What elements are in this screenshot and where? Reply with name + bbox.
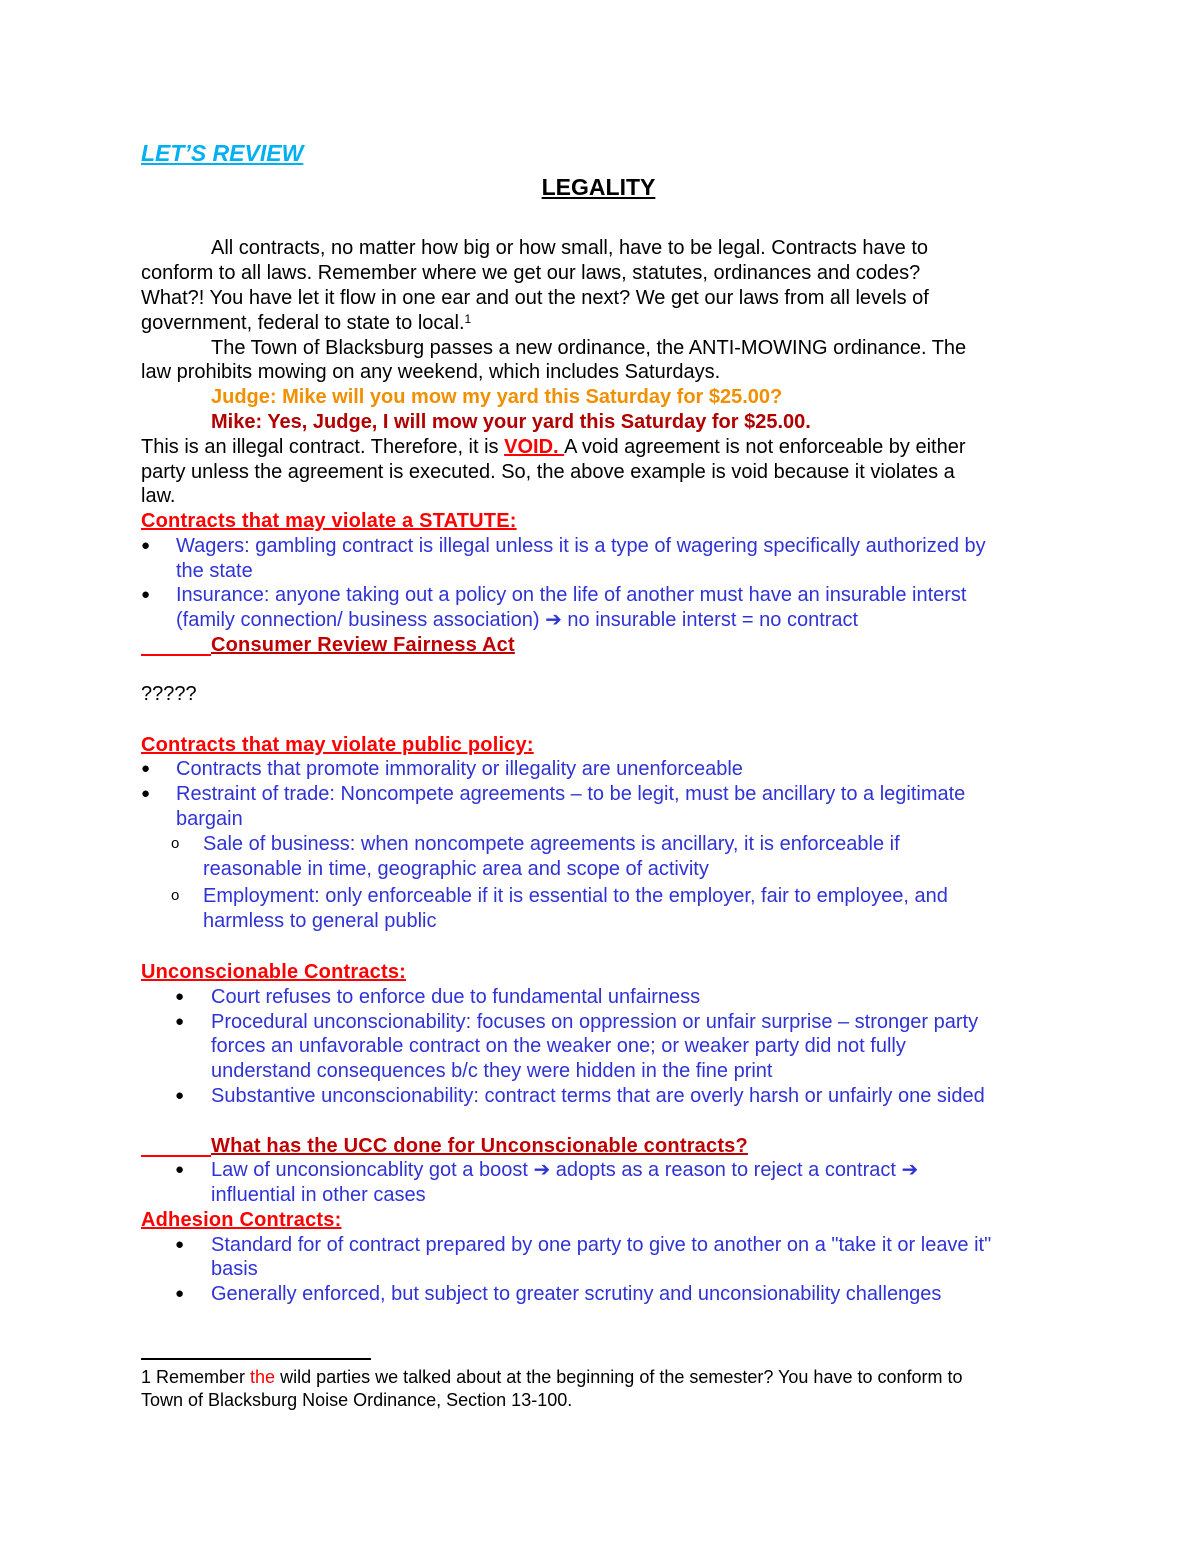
illegal-contract-line — [141, 435, 966, 459]
footnote-line: Town of Blacksburg Noise Ordinance, Section 13-100. — [141, 1390, 573, 1410]
bullet-icon: ● — [175, 1013, 185, 1030]
policy-sub-bullet-text: harmless to general public — [203, 910, 437, 932]
adhesion-bullet-text: basis — [211, 1258, 258, 1280]
unconscionable-bullet-text: Court refuses to enforce due to fundamental unfairness — [211, 986, 701, 1008]
policy-sub-bullet-text: Sale of business: when noncompete agreements is ancillary, it is enforceable if — [203, 833, 900, 855]
public-policy-heading: Contracts that may violate public policy: — [141, 734, 534, 756]
footnote-reference: 1 — [464, 312, 472, 326]
ucc-bullet-text — [211, 1158, 918, 1182]
bullet-icon: ● — [141, 586, 151, 603]
unconscionable-bullet-text: understand consequences b/c they were hidden in the fine print — [211, 1060, 773, 1082]
illegal-line: law. — [141, 485, 176, 507]
policy-sub-bullet-text: reasonable in time, geographic area and scope of activity — [203, 858, 709, 880]
illegal-suffix: A void agreement is not enforceable by either — [564, 436, 966, 458]
statute-bullet-text: (family connection/ business association) — [176, 609, 546, 631]
statute-bullet-text: Wagers: gambling contract is illegal unless it is a type of wagering specifically authorized by — [176, 535, 986, 557]
intro-line: government, federal to state to local. — [141, 312, 465, 334]
bullet-icon: ● — [175, 1236, 185, 1253]
ucc-subheading: What has the UCC done for Unconscionable contracts? — [211, 1135, 748, 1157]
example-line: The Town of Blacksburg passes a new ordinance, the ANTI-MOWING ordinance. The — [211, 337, 967, 359]
sub-bullet-icon: o — [171, 835, 180, 852]
ucc-text: adopts as a reason to reject a contract — [550, 1159, 902, 1181]
illegal-line: party unless the agreement is executed. So, the above example is void because it violates a — [141, 461, 955, 483]
footnote-text: Remember — [151, 1367, 251, 1387]
subheading-underline-lead — [141, 654, 211, 656]
adhesion-bullet-text: Generally enforced, but subject to greater scrutiny and unconsionability challenges — [211, 1283, 942, 1305]
arrow-right-icon: ➔ — [533, 1159, 551, 1181]
sub-bullet-icon: o — [171, 887, 180, 904]
question-marks: ????? — [141, 683, 197, 705]
illegal-prefix: This is an illegal contract. Therefore, it is — [141, 436, 505, 458]
footnote-text: wild parties we talked about at the beginning of the semester? You have to conform to — [275, 1367, 963, 1387]
policy-bullet-text: Contracts that promote immorality or illegality are unenforceable — [176, 758, 743, 780]
judge-dialogue: Judge: Mike will you mow my yard this Saturday for $25.00? — [211, 386, 783, 408]
bullet-icon: ● — [141, 760, 151, 777]
intro-line: All contracts, no matter how big or how small, have to be legal. Contracts have to — [211, 237, 929, 259]
policy-bullet-text: bargain — [176, 808, 243, 830]
footnote-line — [141, 1366, 963, 1389]
example-line: law prohibits mowing on any weekend, which includes Saturdays. — [141, 361, 721, 383]
unconscionable-bullet-text: Substantive unconscionability: contract terms that are overly harsh or unfairly one sided — [211, 1085, 985, 1107]
unconscionable-heading: Unconscionable Contracts: — [141, 961, 407, 983]
statute-bullet-tail: no insurable interst = no contract — [561, 609, 859, 631]
statute-heading: Contracts that may violate a STATUTE: — [141, 510, 517, 532]
statute-bullet-text: Insurance: anyone taking out a policy on the life of another must have an insurable interst — [176, 584, 967, 606]
footnote-divider — [141, 1358, 371, 1360]
footnote-number: 1 — [141, 1367, 152, 1387]
ucc-bullet-text: influential in other cases — [211, 1184, 426, 1206]
statute-bullet-text-with-arrow — [176, 608, 858, 632]
adhesion-heading: Adhesion Contracts: — [141, 1209, 342, 1231]
lets-review-heading: LET’S REVIEW — [141, 140, 304, 166]
mike-dialogue: Mike: Yes, Judge, I will mow your yard this Saturday for $25.00. — [211, 411, 811, 433]
footnote-text-red: the — [250, 1367, 276, 1387]
policy-bullet-text: Restraint of trade: Noncompete agreements – to be legit, must be ancillary to a legitimate — [176, 783, 966, 805]
statute-bullet-text: the state — [176, 560, 253, 582]
adhesion-bullet-text: Standard for of contract prepared by one party to give to another on a "take it or leave it" — [211, 1234, 992, 1256]
ucc-text: Law of unconsioncablity got a boost — [211, 1159, 534, 1181]
consumer-review-subheading: Consumer Review Fairness Act — [211, 634, 515, 656]
page-title: LEGALITY — [541, 174, 656, 200]
bullet-icon: ● — [175, 1285, 185, 1302]
subheading-underline-lead — [141, 1155, 211, 1157]
intro-line: conform to all laws. Remember where we get our laws, statutes, ordinances and codes? — [141, 262, 921, 284]
arrow-right-icon: ➔ — [545, 609, 562, 631]
bullet-icon: ● — [141, 785, 151, 802]
bullet-icon: ● — [175, 1087, 185, 1104]
intro-line: What?! You have let it flow in one ear and out the next? We get our laws from all levels of — [141, 287, 929, 309]
arrow-right-icon: ➔ — [901, 1159, 919, 1181]
bullet-icon: ● — [141, 537, 151, 554]
void-word: VOID. — [504, 436, 565, 458]
unconscionable-bullet-text: forces an unfavorable contract on the weaker one; or weaker party did not fully — [211, 1035, 906, 1057]
bullet-icon: ● — [175, 988, 185, 1005]
unconscionable-bullet-text: Procedural unconscionability: focuses on oppression or unfair surprise – stronger party — [211, 1011, 979, 1033]
bullet-icon: ● — [175, 1161, 185, 1178]
intro-line-with-footnote — [141, 311, 471, 335]
policy-sub-bullet-text: Employment: only enforceable if it is essential to the employer, fair to employee, and — [203, 885, 948, 907]
